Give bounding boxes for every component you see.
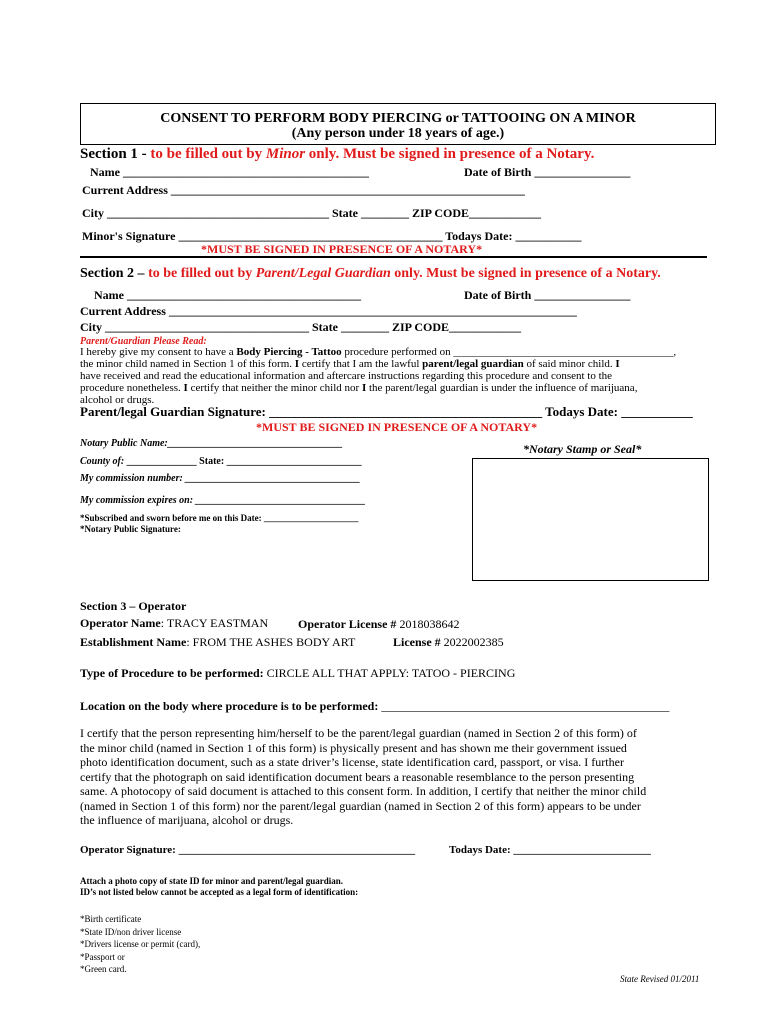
consent-line-1: I hereby give my consent to have a Body Piercing - Tattoo procedure performed on ________________________________________, <box>80 346 677 358</box>
section2-heading <box>80 266 661 282</box>
section1-heading-tail: only. Must be signed in presence of a Notary. <box>305 146 595 162</box>
certify-line: I certify that the person representing him/herself to be the parent/legal guardian (named in Section 2 of this form) of <box>80 726 637 740</box>
notary-commission-number-field[interactable]: My commission number: ___________________________________ <box>80 473 361 484</box>
certify-line: same. A photocopy of said document is attached to this consent form. In addition, I certify that neither the minor child <box>80 784 647 798</box>
section2-heading-tail: only. Must be signed in presence of a Notary. <box>390 266 661 281</box>
operator-name-value: : TRACY EASTMAN <box>160 616 269 630</box>
certify-line: certify that the photograph on said identification document bears a reasonable resemblance to the person presenting <box>80 769 635 784</box>
section-divider <box>80 256 707 258</box>
notary-stamp-box <box>472 458 709 581</box>
procedure-value: CIRCLE ALL THAT APPLY: TATOO - PIERCING <box>263 666 516 680</box>
consent-line-4: procedure nonetheless. I certify that neither the minor child nor I the parent/legal guardian is under the influence of marijuana, <box>80 382 638 394</box>
procedure-label: Type of Procedure to be performed: <box>80 666 264 680</box>
location-label: Location on the body where procedure is to be performed: <box>80 699 379 713</box>
operator-name-row <box>80 616 268 631</box>
establishment-row <box>80 635 355 650</box>
county-label: County of: <box>80 456 125 467</box>
section1-dob-field[interactable]: Date of Birth ________________ <box>464 165 631 179</box>
id-list-item: *Birth certificate <box>80 914 142 924</box>
consent-line-5: alcohol or drugs. <box>80 394 155 406</box>
state-line[interactable]: ___________________________ <box>224 456 362 467</box>
operator-license-value: 2018038642 <box>396 617 460 631</box>
section1-name-field[interactable]: Name _________________________________________ <box>90 165 369 179</box>
section3-heading: Section 3 – Operator <box>80 599 187 613</box>
section1-heading-red: to be filled out by <box>150 146 266 162</box>
section2-heading-red: to be filled out by <box>148 266 256 281</box>
section2-city-state-zip-field[interactable]: City __________________________________ State ________ ZIP CODE____________ <box>80 320 521 334</box>
section2-heading-guardian: Parent/Legal Guardian <box>255 266 391 281</box>
operator-license-row <box>298 617 459 632</box>
section1-heading-prefix: Section 1 - <box>80 146 151 162</box>
establishment-value: : FROM THE ASHES BODY ART <box>186 635 356 649</box>
form-title-box <box>80 103 716 145</box>
establishment-license-row <box>393 635 504 650</box>
certify-line: the minor child (named in Section 1 of this form) is physically present and has shown me their government issued <box>80 740 627 755</box>
notary-county-state-field[interactable] <box>80 456 362 467</box>
section2-consent-paragraph <box>80 346 676 406</box>
location-line[interactable]: ________________________________________________ <box>378 699 670 713</box>
state-label: State: <box>199 456 225 467</box>
section2-notary-warning: *MUST BE SIGNED IN PRESENCE OF A NOTARY* <box>256 420 538 434</box>
section2-read-label: Parent/Guardian Please Read: <box>80 336 207 347</box>
consent-line-3: have received and read the educational information and aftercare instructions regarding this procedure and consent to the <box>80 370 613 382</box>
consent-line-2: the minor child named in Section 1 of this form. I certify that I am the lawful parent/legal guardian of said minor child. I <box>80 358 620 370</box>
section2-address-field[interactable]: Current Address ____________________________________________________________________ <box>80 304 577 318</box>
id-list-item: *State ID/non driver license <box>80 926 182 937</box>
operator-name-label: Operator Name <box>80 616 161 630</box>
section1-heading-minor: Minor <box>265 146 306 162</box>
section1-address-field[interactable]: Current Address ___________________________________________________________ <box>82 183 525 197</box>
establishment-label: Establishment Name <box>80 635 187 649</box>
establishment-license-label: License # <box>393 635 441 649</box>
location-row[interactable] <box>80 699 669 714</box>
id-list-item: *Passport or <box>80 951 125 962</box>
attach-note-1: Attach a photo copy of state ID for minor and parent/legal guardian. <box>80 876 344 886</box>
notary-public-name-field[interactable]: Notary Public Name:___________________________________ <box>80 438 343 449</box>
section1-signature-field[interactable]: Minor's Signature ____________________________________________ Todays Date: ___________ <box>82 229 582 243</box>
notary-stamp-label: *Notary Stamp or Seal* <box>523 442 642 456</box>
notary-subscribed-field[interactable]: *Subscribed and sworn before me on this Date: _____________________ <box>80 513 359 523</box>
establishment-license-value: 2022002385 <box>440 635 504 649</box>
procedure-row <box>80 666 515 681</box>
operator-license-label: Operator License # <box>298 617 397 631</box>
section1-heading <box>80 146 594 163</box>
section2-heading-prefix: Section 2 – <box>80 266 149 281</box>
id-list-item: *Green card. <box>80 964 127 974</box>
notary-public-signature-field[interactable]: *Notary Public Signature: <box>80 524 181 534</box>
section2-name-field[interactable]: Name _______________________________________ <box>94 288 361 302</box>
certify-line: (named in Section 1 of this form) nor the parent/legal guardian (named in Section 2 of this form) appears to be under <box>80 798 641 813</box>
certify-line: photo identification document, such as a state driver’s license, state identification card, passport, or visa. I further <box>80 755 624 769</box>
section1-notary-warning: *MUST BE SIGNED IN PRESENCE OF A NOTARY* <box>201 242 483 256</box>
section1-city-state-zip-field[interactable]: City _____________________________________ State ________ ZIP CODE____________ <box>82 206 541 220</box>
form-subtitle: (Any person under 18 years of age.) <box>291 126 505 141</box>
attach-note-2: ID’s not listed below cannot be accepted as a legal form of identification: <box>80 887 359 897</box>
revision-note: State Revised 01/2011 <box>620 974 700 984</box>
section2-dob-field[interactable]: Date of Birth ________________ <box>464 288 631 302</box>
notary-commission-expires-field[interactable]: My commission expires on: __________________________________ <box>80 495 366 506</box>
certify-line: the influence of marijuana, alcohol or drugs. <box>80 813 294 827</box>
id-list <box>80 913 200 976</box>
operator-signature-field[interactable]: Operator Signature: ___________________________________________ <box>80 844 416 856</box>
county-line[interactable]: ______________ <box>124 456 200 467</box>
id-list-item: *Drivers license or permit (card), <box>80 939 201 949</box>
operator-certify-paragraph <box>80 726 720 828</box>
operator-date-field[interactable]: Todays Date: _________________________ <box>449 844 651 856</box>
form-title: CONSENT TO PERFORM BODY PIERCING or TATTOOING ON A MINOR <box>160 111 636 126</box>
section2-signature-field[interactable]: Parent/legal Guardian Signature: __________________________________________ Todays Date: ___________ <box>80 404 693 419</box>
